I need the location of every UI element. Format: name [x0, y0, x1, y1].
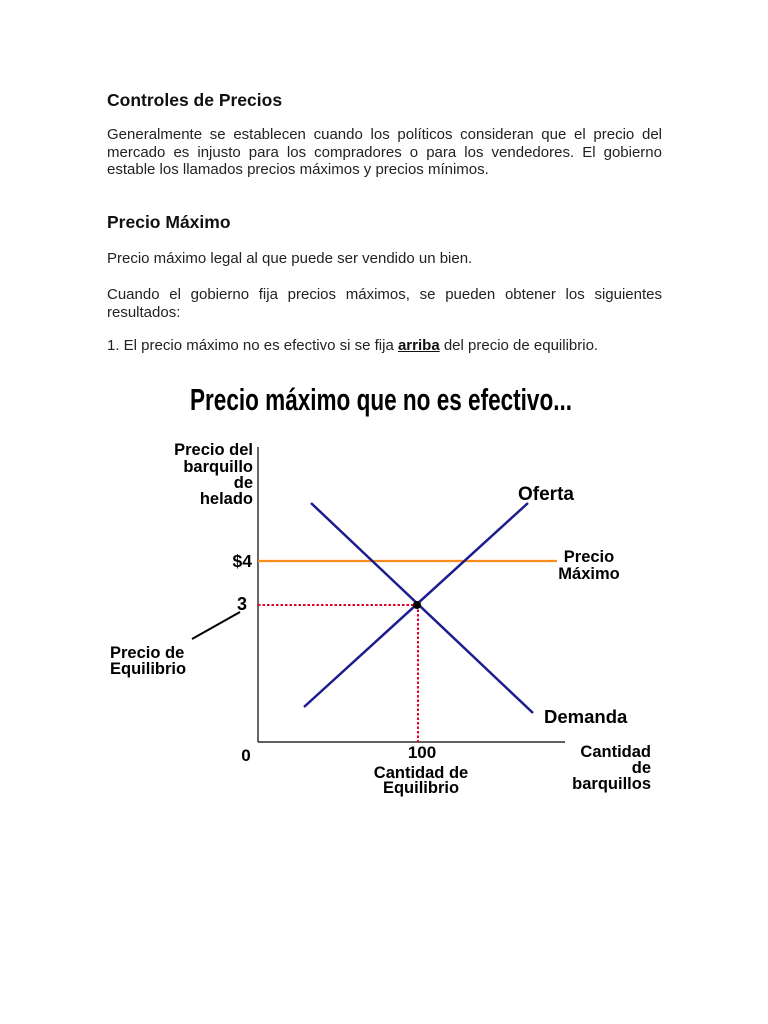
equilibrium-point	[413, 601, 421, 609]
x-axis-label-line: barquillos	[572, 775, 651, 793]
equilibrium-price-value: 3	[236, 594, 248, 614]
equilibrium-price-label-line: Equilibrio	[110, 660, 187, 678]
section-heading-precio-maximo: Precio Máximo	[107, 212, 231, 232]
equilibrium-price-pointer	[192, 612, 240, 639]
y-axis-label-line: de	[233, 474, 253, 492]
list-item-text-before: 1. El precio máximo no es efectivo si se fija	[107, 337, 398, 354]
price-ceiling-label-line: Precio	[563, 548, 615, 566]
price-ceiling-diagram	[0, 370, 768, 810]
demand-curve	[311, 503, 533, 713]
list-item-text-after: del precio de equilibrio.	[439, 337, 599, 354]
diagram-title: Precio máximo que no es efectivo...	[190, 382, 572, 417]
y-axis-label-line: Precio del	[174, 441, 253, 459]
equilibrium-quantity-label-line: Equilibrio	[382, 779, 460, 797]
supply-label: Oferta	[518, 484, 574, 505]
origin-label: 0	[241, 746, 251, 765]
y-axis-label-line: barquillo	[183, 458, 253, 476]
demand-label: Demanda	[544, 706, 628, 727]
definition-paragraph: Precio máximo legal al que puede ser vendido un bien.	[107, 250, 473, 267]
x-axis-label-line: de	[631, 759, 651, 777]
price-ceiling-label-line: Máximo	[558, 565, 620, 583]
x-axis-label-line: Cantidad	[580, 743, 651, 761]
equilibrium-price-label-line: Precio de	[110, 644, 185, 662]
section-heading-controles: Controles de Precios	[107, 90, 283, 110]
equilibrium-quantity-label-line: Cantidad de	[373, 764, 469, 782]
price-ceiling-value: $4	[232, 551, 252, 571]
intro-paragraph: Generalmente se establecen cuando los políticos consideran que el precio del mercado es injusto para los compradores o para los vendedores. El gobierno estable los llamados precios máximos y precios mínimos.	[107, 126, 662, 178]
results-paragraph: Cuando el gobierno fija precios máximos, se pueden obtener los siguientes resultados:	[107, 286, 662, 321]
y-axis-label-line: helado	[199, 490, 253, 508]
list-item	[107, 337, 662, 355]
equilibrium-quantity-value: 100	[407, 743, 437, 762]
list-item-emphasis: arriba	[397, 337, 440, 354]
